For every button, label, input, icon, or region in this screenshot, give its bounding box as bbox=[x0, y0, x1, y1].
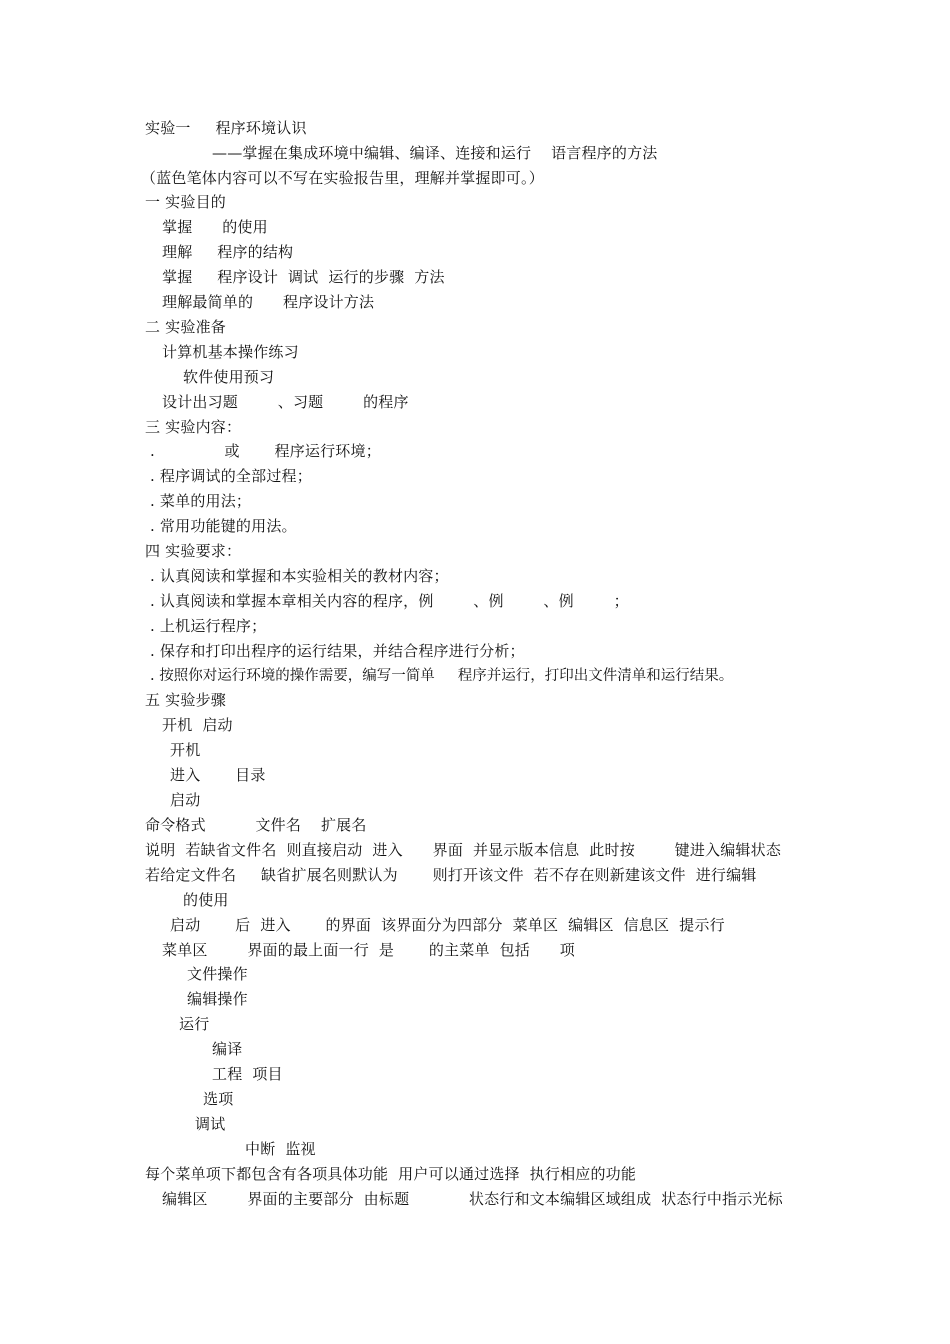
menu-item-edit: 编辑操作 bbox=[187, 990, 248, 1008]
content-item-2: . 程序调试的全部过程； bbox=[150, 467, 312, 485]
menu-item-compile: 编译 bbox=[212, 1040, 243, 1058]
explanation-line-2: 若给定文件名 缺省扩展名则默认为 则打开该文件 若不存在则新建该文件 进行编辑 bbox=[145, 866, 757, 884]
step-boot-start: 开机 启动 bbox=[162, 716, 233, 734]
command-format: 命令格式 文件名 扩展名 bbox=[145, 816, 367, 834]
section-heading-purpose: 一 实验目的 bbox=[145, 193, 226, 211]
interface-description: 启动 后 进入 的界面 该界面分为四部分 菜单区 编辑区 信息区 提示行 bbox=[170, 916, 725, 934]
edit-area-description: 编辑区 界面的主要部分 由标题 状态行和文本编辑区域组成 状态行中指示光标 bbox=[162, 1190, 783, 1208]
note-line: （蓝色笔体内容可以不写在实验报告里，理解并掌握即可。） bbox=[141, 169, 544, 187]
experiment-title: 实验一 程序环境认识 bbox=[145, 119, 307, 137]
purpose-item-1: 掌握 的使用 bbox=[162, 218, 268, 236]
menu-item-debug: 调试 bbox=[195, 1115, 226, 1133]
menu-item-break-watch: 中断 监视 bbox=[245, 1140, 316, 1158]
requirement-item-3: . 上机运行程序； bbox=[150, 617, 267, 635]
purpose-item-3: 掌握 程序设计 调试 运行的步骤 方法 bbox=[162, 268, 445, 286]
step-boot: 开机 bbox=[170, 741, 201, 759]
section-heading-content: 三 实验内容： bbox=[145, 418, 242, 436]
experiment-subtitle: ——掌握在集成环境中编辑、编译、连接和运行 语言程序的方法 bbox=[212, 144, 658, 162]
preparation-item-2: 软件使用预习 bbox=[183, 368, 275, 386]
requirement-item-4: . 保存和打印出程序的运行结果，并结合程序进行分析； bbox=[150, 642, 525, 660]
section-heading-steps: 五 实验步骤 bbox=[145, 691, 226, 709]
menu-functions-note: 每个菜单项下都包含有各项具体功能 用户可以通过选择 执行相应的功能 bbox=[145, 1165, 637, 1183]
purpose-item-2: 理解 程序的结构 bbox=[162, 243, 294, 261]
content-item-3: . 菜单的用法； bbox=[150, 492, 252, 510]
requirement-item-5: . 按照你对运行环境的操作需要，编写一简单 程序并运行，打印出文件清单和运行结果。 bbox=[150, 668, 734, 684]
requirement-item-1: . 认真阅读和掌握和本实验相关的教材内容； bbox=[150, 567, 449, 585]
menu-item-run: 运行 bbox=[179, 1015, 210, 1033]
explanation-line-1: 说明 若缺省文件名 则直接启动 进入 界面 并显示版本信息 此时按 键进入编辑状态 bbox=[145, 841, 782, 859]
step-launch: 启动 bbox=[170, 791, 201, 809]
usage-heading: 的使用 bbox=[183, 891, 229, 909]
menu-item-project: 工程 项目 bbox=[212, 1065, 283, 1083]
preparation-item-3: 设计出习题 、习题 的程序 bbox=[162, 393, 409, 411]
requirement-item-2: . 认真阅读和掌握本章相关内容的程序，例 、例 、例 ； bbox=[150, 592, 629, 610]
menu-area-description: 菜单区 界面的最上面一行 是 的主菜单 包括 项 bbox=[162, 941, 576, 959]
section-heading-requirements: 四 实验要求： bbox=[145, 542, 242, 560]
step-enter-directory: 进入 目录 bbox=[170, 766, 266, 784]
preparation-item-1: 计算机基本操作练习 bbox=[162, 343, 299, 361]
menu-item-options: 选项 bbox=[203, 1090, 234, 1108]
purpose-item-4: 理解最简单的 程序设计方法 bbox=[162, 293, 375, 311]
section-heading-preparation: 二 实验准备 bbox=[145, 318, 226, 336]
content-item-4: . 常用功能键的用法。 bbox=[150, 517, 297, 535]
content-item-1: . 或 程序运行环境； bbox=[150, 442, 381, 460]
menu-item-file: 文件操作 bbox=[187, 965, 248, 983]
